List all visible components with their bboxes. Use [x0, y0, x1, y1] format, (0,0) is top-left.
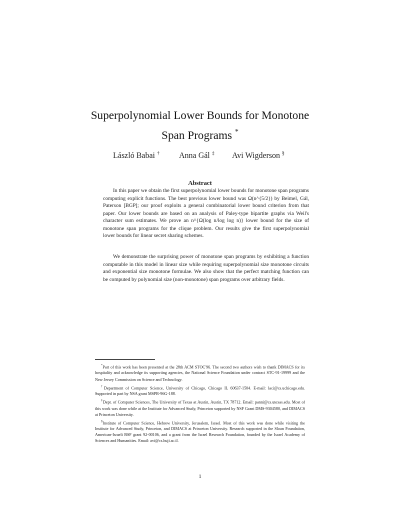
abstract-paragraph-2	[103, 254, 309, 284]
author-wigderson	[232, 151, 285, 160]
footnote	[95, 383, 305, 398]
abstract-heading: Abstract	[188, 180, 212, 187]
author-babai	[113, 151, 159, 160]
footnotes	[95, 362, 305, 445]
title-line-1: Superpolynomial Lower Bounds for Monotone	[90, 109, 310, 122]
paper-title	[60, 107, 340, 144]
footnote-text: Department of Computer Science, University of Chicago, Chicago IL 60637-1504. E-mail: laci@cs.uchicago.edu. Supported in part by NSA grant MSPR-96G-188.	[95, 385, 306, 397]
footnote-text: Dept. of Computer Sciences, The University of Texas at Austin, Austin, TX 78712. Email: panni@cs.utexas.edu. Most of this work was done while at the Institute for Advanced Study, Princeton supported by NSF Grant DMS-9304580, and DIMACS at Princeton University.	[95, 399, 306, 417]
author-marker: †	[156, 151, 160, 157]
footnote-marker: *	[101, 363, 103, 367]
footnote-marker: ‡	[101, 398, 103, 403]
footnote-marker: §	[101, 418, 103, 423]
footnote	[95, 362, 305, 383]
footnote	[95, 397, 305, 418]
author-name: Avi Wigderson	[232, 151, 281, 160]
footnote-text: Part of this work has been presented at the 28th ACM STOC'96. The second two authors wish to thank DIMACS for its hospitality and acknowledge its supporting agencies, the National Science Foundation under contract STC-91-19999 and the New Jersey Commission on Science and Technology.	[95, 364, 305, 382]
author-list	[0, 151, 400, 163]
abstract-paragraph-1	[103, 188, 309, 241]
footnote-marker: †	[101, 383, 104, 388]
abstract-paragraph-2-text: We demonstrate the surprising power of monotone span programs by exhibiting a function computable in this model in linear size while requiring superpolynomial size monotone circuits and exponential size monotone formulae. We also show that the perfect matching function can be computed by polynomial size (non-monotone) span programs over arbitrary fields.	[103, 254, 309, 283]
footnote	[95, 418, 305, 445]
author-marker: §	[282, 151, 285, 157]
footnote-text: Institute of Computer Science, Hebrew University, Jerusalem, Israel. Most of this work was done while visiting the Institute for Advanced Study, Princeton, and DIMACS at Princeton University. Research supported in the Sloan Foundation, American-Israeli BSF grant 92-00106, and a grant from the Israel Research Foundation, founded by the Israel Academy of Sciences and Humanities. Email: avi@cs.huji.ac.il.	[95, 420, 305, 444]
abstract-paragraph-1-text: In this paper we obtain the first superpolynomial lower bounds for monotone span programs computing explicit functions. The best previous lower bound was Ω(n^{5/2}) by Beimel, Gál, Paterson [BGP]; our proof exploits a general combinatorial lower bound criterion from that paper. Our lower bounds are based on an analysis of Paley-type bipartite graphs via Weil's character sum estimates. We prove an n^{Ω(log n/log log n)} lower bound for the size of monotone span programs for the clique problem. Our results give the first superpolynomial lower bounds for linear secret sharing schemes.	[103, 188, 309, 239]
footnote-separator	[95, 359, 155, 360]
author-name: László Babai	[113, 151, 155, 160]
title-line-2	[60, 124, 340, 144]
author-marker: ‡	[211, 151, 215, 157]
author-name: Anna Gál	[179, 151, 210, 160]
title-line-2-text: Span Programs	[161, 128, 233, 142]
page-number: 1	[198, 474, 202, 480]
title-footnote-marker: *	[234, 128, 239, 136]
author-gal	[179, 151, 214, 160]
